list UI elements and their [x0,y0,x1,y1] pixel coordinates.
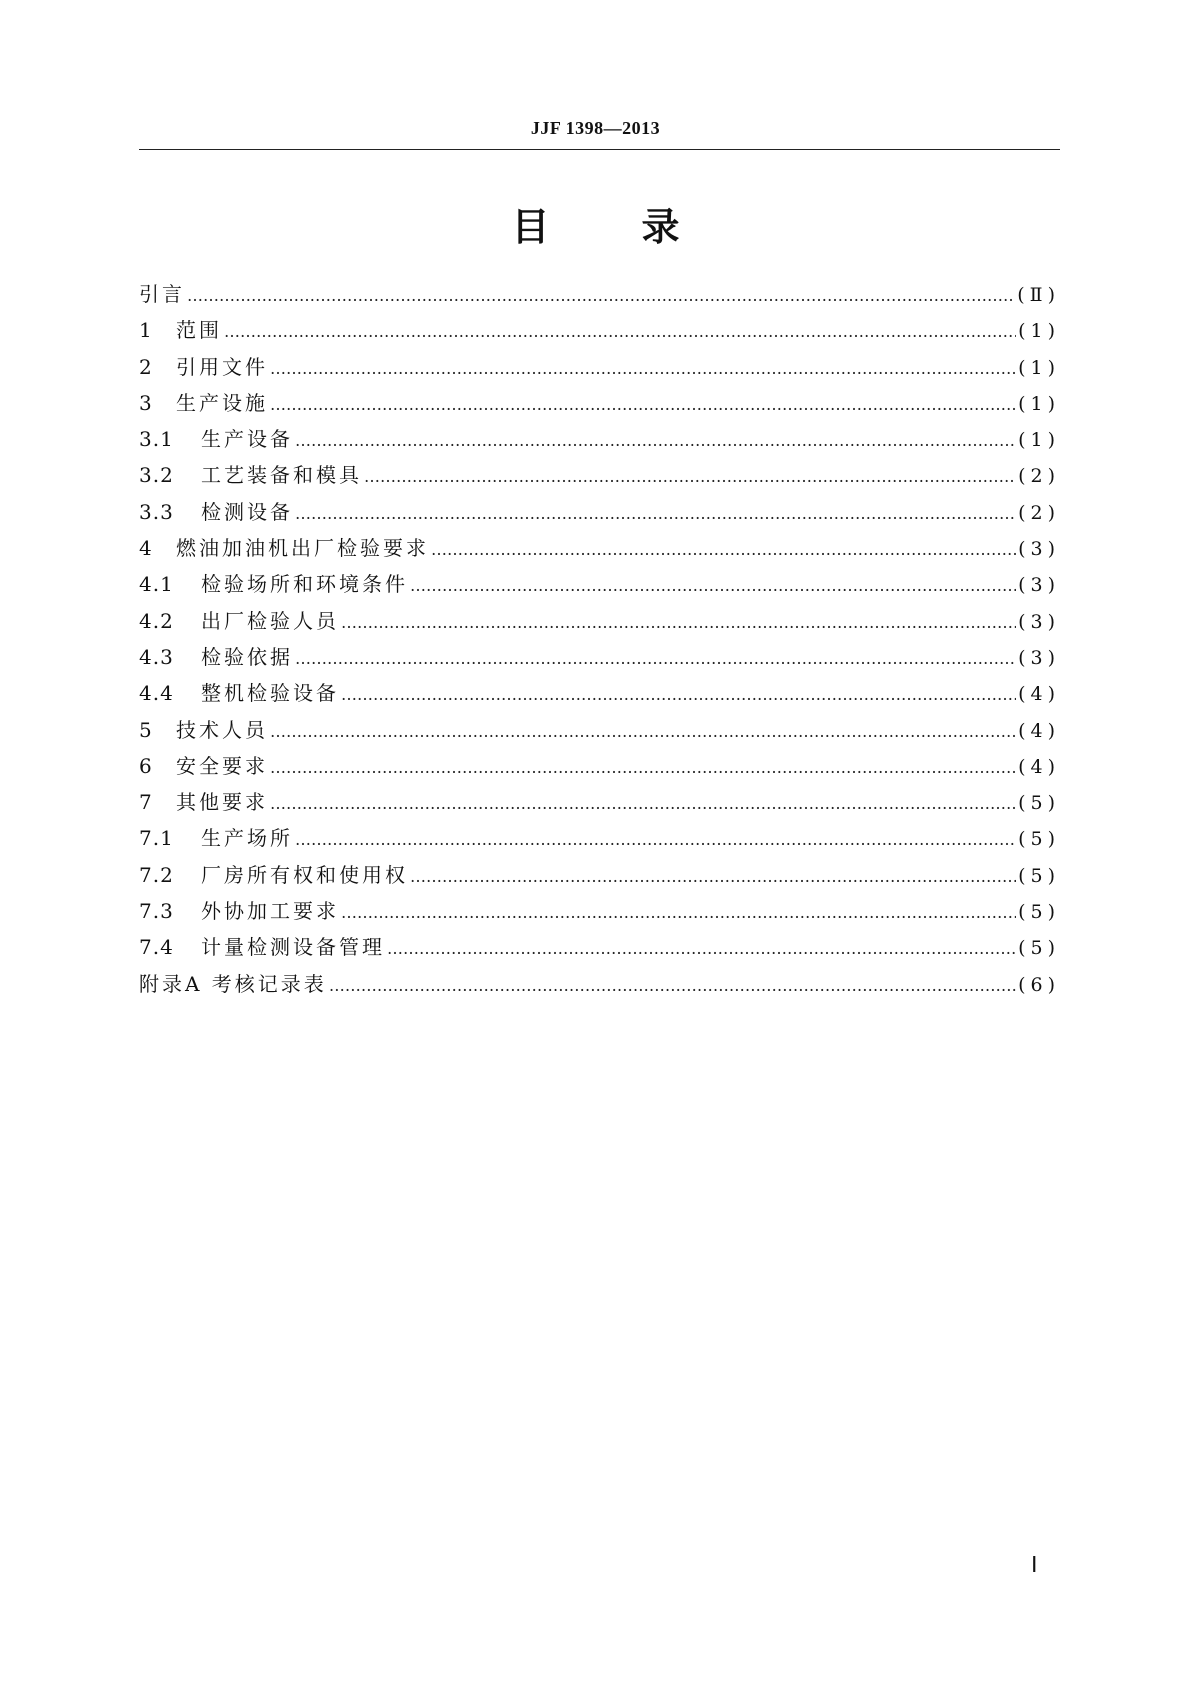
toc-leader-dots [295,822,1016,858]
toc-leader-dots [410,859,1016,895]
toc-entry-page: (5) [1018,901,1060,924]
toc-entry-label: 燃油加油机出厂检验要求 [176,536,429,561]
toc-entry-label: 计量检测设备管理 [201,935,385,960]
toc-entry-number: 7 [139,790,153,815]
toc-leader-dots [187,278,1015,314]
toc-entry[interactable] [139,639,1060,675]
toc-entry[interactable] [139,748,1060,784]
toc-entry-page: (5) [1018,864,1060,887]
toc-entry-number: 6 [139,753,153,778]
toc-entry[interactable] [139,893,1060,929]
toc-entry-page: (Ⅱ) [1017,284,1060,306]
toc-entry-label: 其他要求 [176,790,268,815]
title-char-left: 目 [511,205,550,249]
toc-entry-number: 4 [139,536,153,561]
toc-entry-label: 生产设备 [201,427,293,452]
toc-entry[interactable] [139,421,1060,457]
toc-entry[interactable] [139,784,1060,820]
toc-entry-label: 安全要求 [176,753,268,778]
toc-entry-page: (4) [1018,719,1060,742]
toc-entry-page: (4) [1018,755,1060,778]
toc-entry-page: (5) [1018,937,1060,960]
toc-leader-dots [270,351,1016,387]
toc-leader-dots [270,750,1016,786]
toc-entry[interactable] [139,820,1060,856]
page-title [0,196,1191,251]
toc-leader-dots [387,931,1016,967]
toc-entry[interactable] [139,929,1060,965]
page-number: Ⅰ [1031,1552,1038,1577]
document-code: JJF 1398—2013 [530,118,661,138]
header-rule [139,149,1060,150]
toc-entry[interactable] [139,494,1060,530]
toc-entry[interactable] [139,457,1060,493]
toc-leader-dots [295,423,1016,459]
toc-entry-page: (5) [1018,828,1060,851]
toc-leader-dots [341,605,1016,641]
toc-entry-number: 4.4 [139,681,174,706]
toc-leader-dots [295,496,1016,532]
toc-entry-number: 4.2 [139,608,174,633]
toc-entry-page: (3) [1018,610,1060,633]
toc-entry-page: (1) [1018,392,1060,415]
toc-entry[interactable] [139,276,1060,312]
toc-leader-dots [410,568,1016,604]
toc-entry[interactable] [139,712,1060,748]
toc-entry-page: (2) [1018,465,1060,488]
toc-entry-number: 7.2 [139,862,174,887]
toc-leader-dots [224,314,1016,350]
toc-entry[interactable] [139,966,1060,1002]
toc-entry[interactable] [139,312,1060,348]
toc-entry-label: 外协加工要求 [201,899,339,924]
toc-entry-number: 7.4 [139,935,174,960]
toc-entry-page: (3) [1018,646,1060,669]
toc-leader-dots [270,714,1016,750]
toc-leader-dots [270,387,1016,423]
toc-entry-label: 检验依据 [201,644,293,669]
toc-entry-label: 检验场所和环境条件 [201,572,408,597]
toc-entry[interactable] [139,566,1060,602]
toc-entry-label: 范围 [176,318,222,343]
toc-entry-page: (1) [1018,356,1060,379]
toc-entry-label: 附录A 考核记录表 [139,971,327,996]
toc-entry-label: 厂房所有权和使用权 [201,862,408,887]
toc-entry[interactable] [139,349,1060,385]
toc-entry-label: 引言 [139,282,185,306]
toc-entry-page: (1) [1018,429,1060,452]
toc-entry-number: 1 [139,318,153,343]
toc-leader-dots [431,532,1016,568]
toc-entry-number: 3.2 [139,463,174,488]
toc-entry-page: (1) [1018,320,1060,343]
toc-entry-page: (5) [1018,792,1060,815]
toc-entry-label: 引用文件 [176,354,268,379]
toc-leader-dots [341,677,1016,713]
toc-entry[interactable] [139,603,1060,639]
toc-entry-label: 生产场所 [201,826,293,851]
toc-entry-label: 出厂检验人员 [201,608,339,633]
title-char-right: 录 [641,205,680,249]
toc-entry-number: 3 [139,390,153,415]
toc-entry-number: 2 [139,354,153,379]
toc-leader-dots [270,786,1016,822]
toc-entry[interactable] [139,385,1060,421]
toc-entry-number: 4.1 [139,572,174,597]
toc-entry-label: 检测设备 [201,499,293,524]
table-of-contents [139,276,1060,1002]
toc-entry[interactable] [139,675,1060,711]
toc-entry[interactable] [139,530,1060,566]
toc-entry-number: 5 [139,717,153,742]
toc-entry-label: 技术人员 [176,717,268,742]
toc-entry-page: (4) [1018,683,1060,706]
toc-entry-number: 4.3 [139,644,174,669]
toc-leader-dots [329,968,1016,1004]
toc-entry-number: 3.3 [139,499,174,524]
toc-entry-page: (6) [1018,973,1060,996]
toc-leader-dots [341,895,1016,931]
toc-entry-label: 工艺装备和模具 [201,463,362,488]
toc-entry-number: 3.1 [139,427,174,452]
toc-entry-number: 7.1 [139,826,174,851]
toc-entry-label: 整机检验设备 [201,681,339,706]
toc-entry[interactable] [139,857,1060,893]
toc-entry-page: (3) [1018,574,1060,597]
toc-leader-dots [295,641,1016,677]
toc-entry-page: (2) [1018,501,1060,524]
toc-entry-page: (3) [1018,538,1060,561]
toc-entry-number: 7.3 [139,899,174,924]
toc-leader-dots [364,459,1016,495]
toc-entry-label: 生产设施 [176,390,268,415]
